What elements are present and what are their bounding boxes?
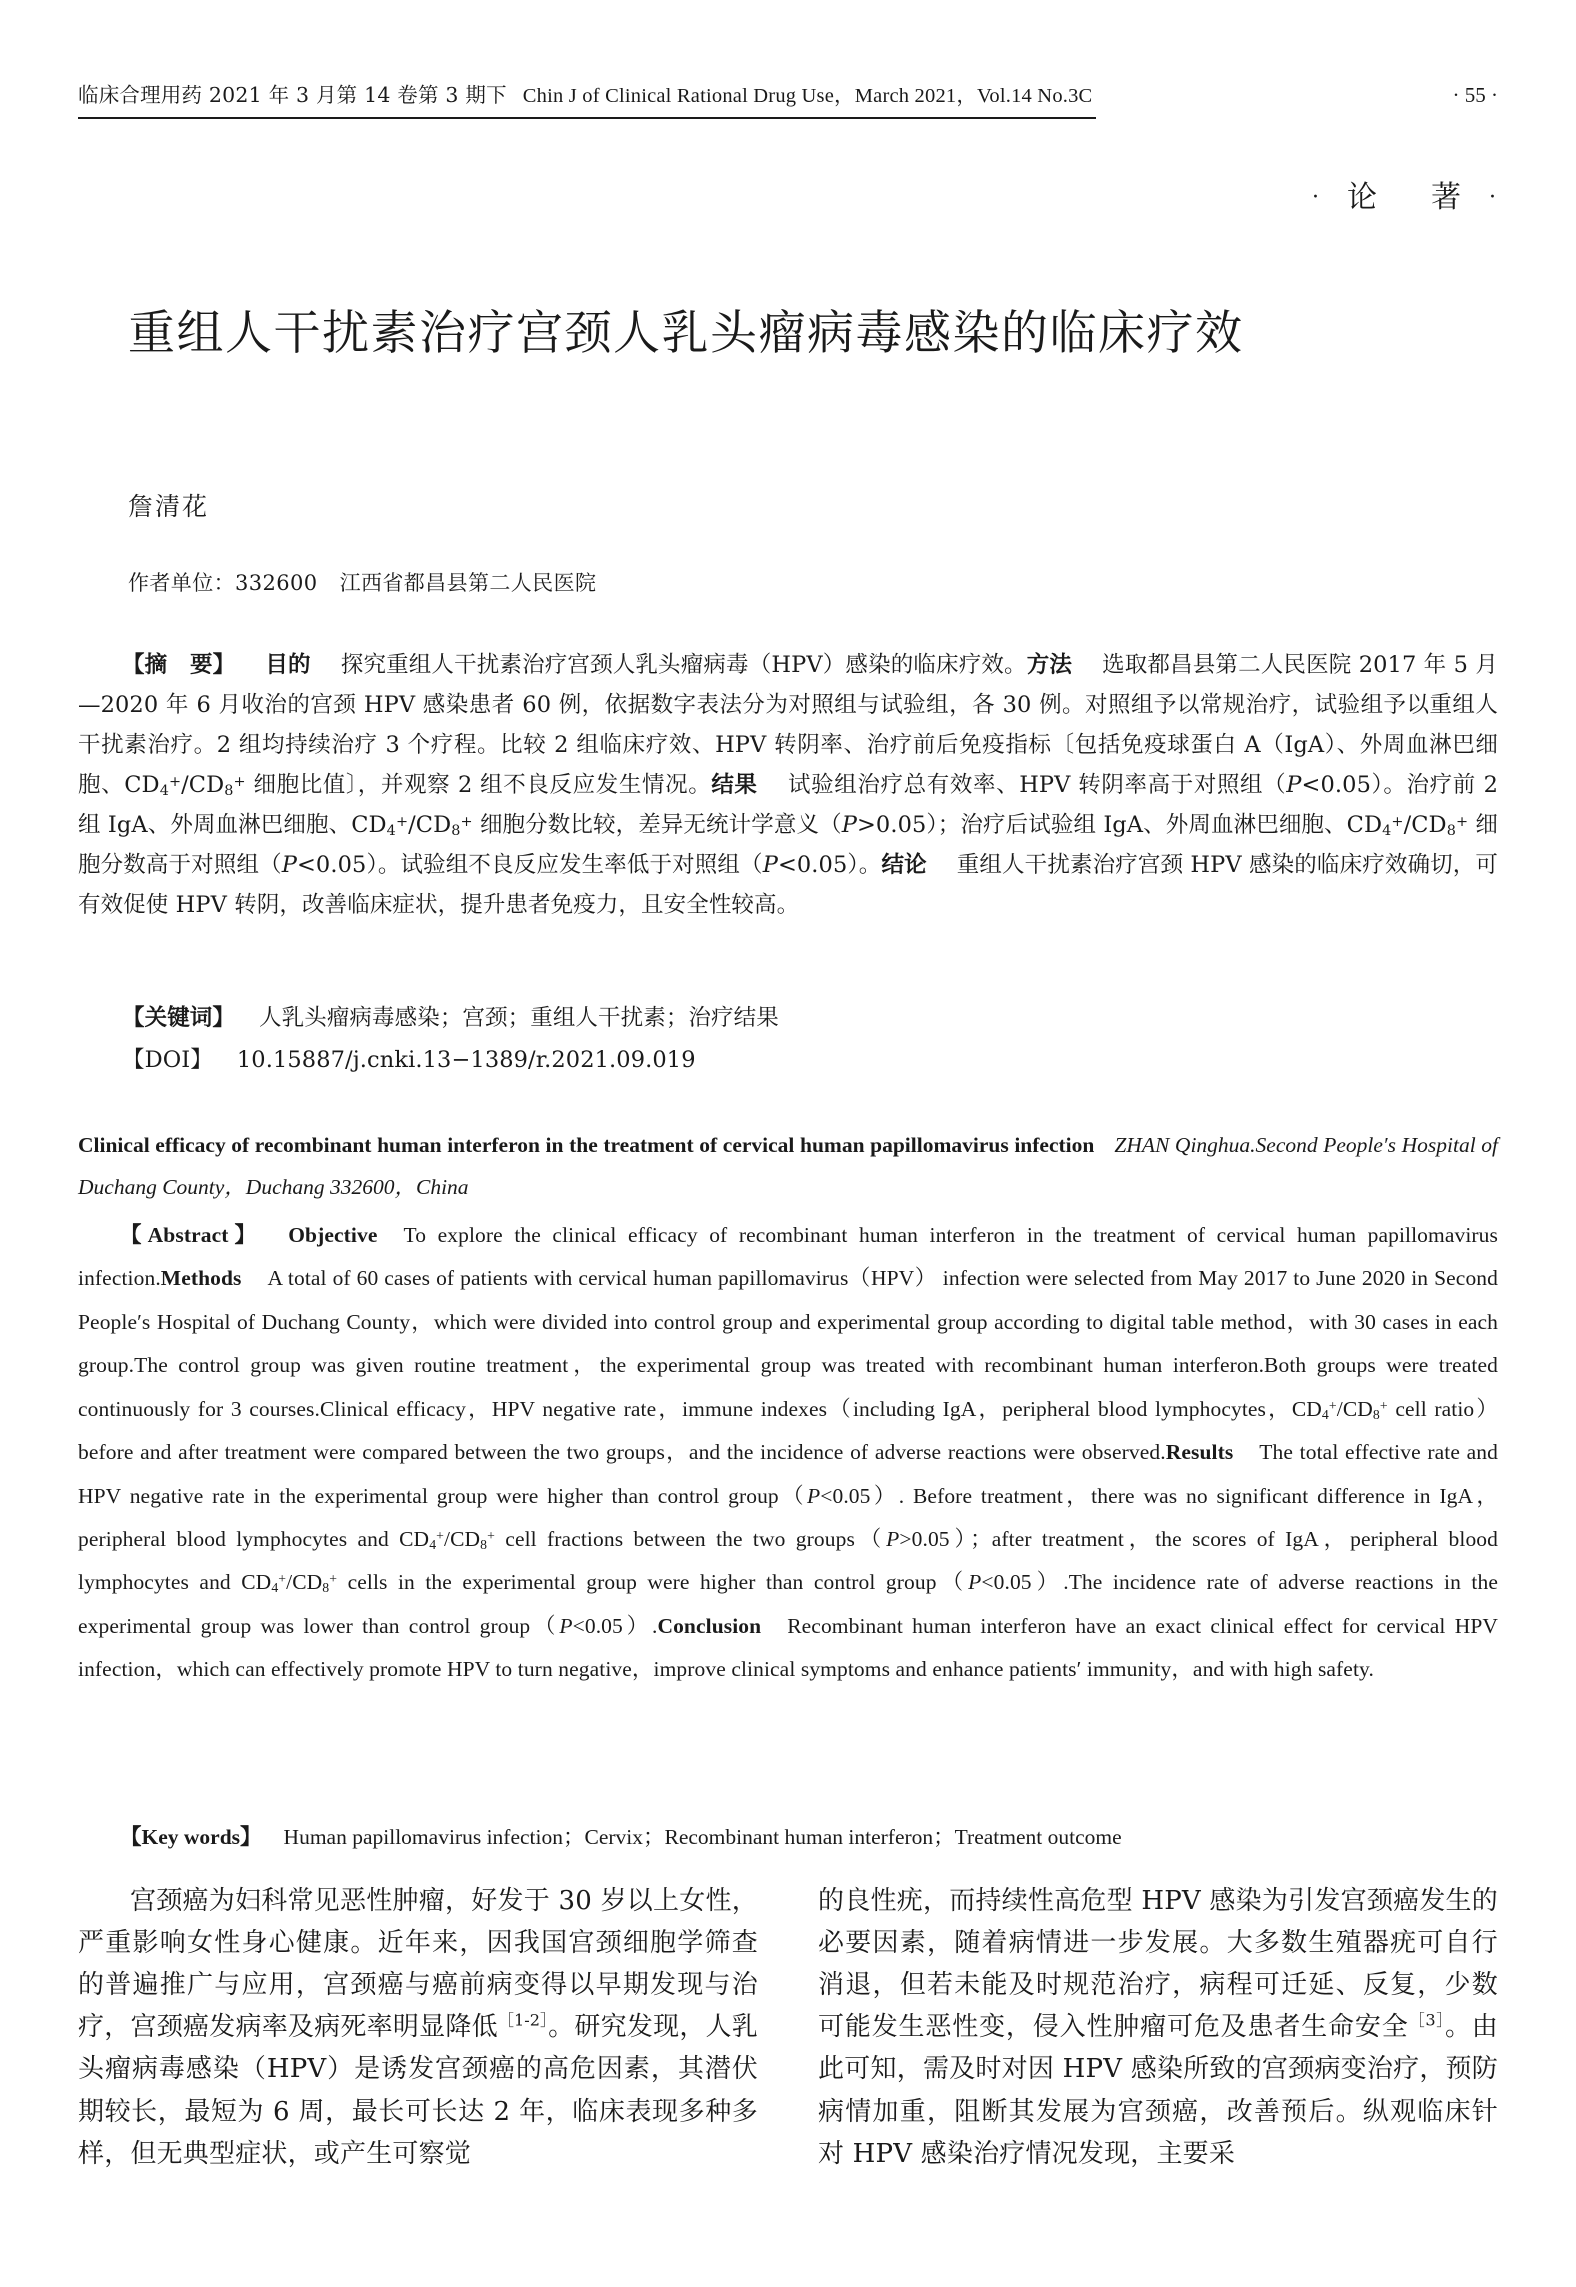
cn-methods-label: 方法: [1026, 652, 1073, 678]
cd8-subscript: 8: [224, 783, 234, 800]
cd8-subscript-2: 8: [451, 823, 461, 840]
doi-label: 【DOI】: [122, 1047, 213, 1073]
en-cd-mid-3: /CD: [286, 1570, 323, 1595]
cn-conclusion-label: 结论: [881, 852, 927, 879]
cd4-subscript-3: 4: [1382, 823, 1392, 840]
en-cd4-subscript-3: 4: [271, 1580, 279, 1596]
en-cd8-superscript-2: +: [487, 1528, 496, 1544]
en-cd4-subscript-2: 4: [429, 1536, 437, 1552]
cd-mid-3: /CD: [1403, 812, 1447, 839]
cn-results-label: 结果: [711, 772, 758, 799]
english-title: Clinical efficacy of recombinant human interferon in the treatment of cervical human papillomavirus infection: [78, 1133, 1095, 1157]
en-results-label: Results: [1165, 1440, 1234, 1465]
cd4-superscript: +: [168, 774, 182, 791]
en-p-italic-4: P: [559, 1613, 573, 1638]
en-cd4-superscript-2: +: [436, 1528, 445, 1544]
chinese-abstract: [78, 645, 1498, 925]
cn-methods-text-2: 细胞比值〕，并观察 2 组不良反应发生情况。: [245, 772, 712, 799]
en-cd-mid-2: /CD: [444, 1526, 481, 1551]
right-para-text-b: 。由此可知，需及时对因 HPV 感染所致的宫颈病变治疗，预防病情加重，阻断其发展为宫颈癌，改善预后。纵观临床针对 HPV 感染治疗情况发现，主要采: [818, 2012, 1498, 2169]
en-results-text-3: cell fractions between the two groups（: [495, 1526, 887, 1551]
en-keywords-label: 【Key words】: [120, 1825, 262, 1849]
cd8-superscript-3: +: [1455, 814, 1469, 831]
cn-keywords-label: 【关键词】: [122, 1005, 236, 1031]
body-paragraph: [818, 1880, 1498, 2175]
cd-mid-2: /CD: [408, 812, 452, 839]
article-type-label-a: 论: [1347, 180, 1379, 215]
running-head-text: [78, 78, 1096, 119]
en-results-text-5: cells in the experimental group were higher than control group（: [337, 1570, 969, 1595]
cd8-superscript-2: +: [460, 814, 473, 831]
en-cd-mid-1: /CD: [1336, 1396, 1373, 1421]
body-paragraph: [78, 1880, 758, 2175]
left-para-text-a: 宫颈癌为妇科常见恶性肿瘤，好发于 30 岁以上女性，严重影响女性身心健康。近年来，因我国宫颈细胞学筛查的普遍推广与应用，宫颈癌与癌前病变得以早期发现与治疗，宫颈癌发病率及病死率明显降低: [78, 1886, 758, 2043]
p-italic-3: P: [281, 852, 297, 879]
doi-value: 10.15887/j.cnki.13−1389/r.2021.09.019: [236, 1047, 696, 1073]
en-cd8-superscript: +: [1379, 1397, 1388, 1413]
citation-ref-1: ［1-2］: [497, 2010, 549, 2030]
page-number: · 55 ·: [1452, 83, 1498, 107]
article-type-label-b: 著: [1431, 180, 1463, 215]
left-para-text-b: 。研究发现，人乳头瘤病毒感染（HPV）是诱发宫颈癌的高危因素，其潜伏期较长，最短为 6 周，最长可长达 2 年，临床表现多种多样，但无典型症状，或产生可察觉: [78, 2012, 759, 2169]
p-italic-2: P: [841, 812, 857, 839]
en-conclusion-text: Recombinant human interferon have an exact clinical effect for cervical HPV infection，which can effectively promote HPV to turn negative，improve clinical symptoms and enhance patients′ immunity，and with high safety.: [78, 1613, 1499, 1682]
english-affiliation: Second People′s Hospital of Duchang County，Duchang 332600，China: [78, 1133, 1498, 1199]
cn-results-text-5: 细胞分数高于对照组（: [78, 812, 1499, 879]
cn-objective-text: 探究重组人干扰素治疗宫颈人乳头瘤病毒（HPV）感染的临床疗效。: [340, 652, 1027, 678]
citation-ref-3: ［3］: [1408, 2010, 1445, 2030]
affiliation-zip: 332600: [235, 571, 318, 595]
p-italic-1: P: [1286, 772, 1302, 799]
p-italic-4: P: [762, 852, 778, 879]
en-results-text-1: The total effective rate and HPV negative rate in the experimental group were higher than control group（: [78, 1440, 1499, 1508]
doi-line: [78, 1042, 696, 1074]
chinese-keywords: [78, 1000, 779, 1032]
en-p-italic-1: P: [807, 1483, 821, 1508]
cn-results-text-2: <0.05）。治疗前 2 组 IgA、外周血淋巴细胞、CD: [78, 772, 1499, 839]
running-head: [78, 78, 1498, 119]
english-author: ZHAN Qinghua.: [1114, 1133, 1256, 1157]
en-cd4-superscript: +: [1328, 1397, 1337, 1413]
running-head-journal-cn: 临床合理用药 2021 年 3 月第 14 卷第 3 期下: [78, 83, 507, 107]
affiliation-label: 作者单位：: [128, 571, 235, 595]
en-results-text-7: <0.05）.: [572, 1613, 658, 1638]
en-conclusion-label: Conclusion: [657, 1613, 762, 1638]
bullet-left-icon: ·: [1312, 185, 1321, 210]
en-methods-text-2: cell ratio） before and after treatment were compared between the two groups，and the incidence of adverse reactions were observed.: [78, 1396, 1498, 1465]
en-objective-text: To explore the clinical efficacy of recombinant human interferon in the treatment of cervical human papillomavirus infection.: [78, 1223, 1498, 1291]
cn-results-text-3: 细胞分数比较，差异无统计学意义（: [472, 812, 842, 839]
en-objective-label: Objective: [288, 1223, 378, 1247]
cn-objective-label: 目的: [265, 652, 311, 678]
en-results-text-2: <0.05）. Before treatment，there was no significant difference in IgA，peripheral blood lymphocytes and CD: [78, 1483, 1498, 1551]
en-results-text-4: >0.05）；after treatment，the scores of IgA，peripheral blood lymphocytes and CD: [78, 1526, 1499, 1595]
en-methods-label: Methods: [160, 1266, 242, 1291]
cd-mid-1: /CD: [181, 772, 225, 799]
en-keywords-text: Human papillomavirus infection；Cervix；Recombinant human interferon；Treatment outcome: [283, 1825, 1122, 1849]
affiliation-org: 江西省都昌县第二人民医院: [339, 571, 597, 595]
en-cd8-subscript-2: 8: [480, 1536, 488, 1552]
right-para-text-a: 的良性疣，而持续性高危型 HPV 感染为引发宫颈癌发生的必要因素，随着病情进一步发展。大多数生殖器疣可自行消退，但若未能及时规范治疗，病程可迁延、反复，少数可能发生恶性变，侵入性肿瘤可危及患者生命安全: [818, 1886, 1498, 2043]
en-p-italic-3: P: [968, 1570, 982, 1595]
cn-methods-text-1: 选取都昌县第二人民医院 2017 年 5 月—2020 年 6 月收治的宫颈 HPV 感染患者 60 例，依据数字表法分为对照组与试验组，各 30 例。对照组予以常规治疗，试验组予以重组人干扰素治疗。2 组均持续治疗 3 个疗程。比较 2 组临床疗效、HPV 转阴率、治疗前后免疫指标〔包括免疫球蛋白 A（IgA）、外周血淋巴细胞、CD: [78, 652, 1498, 799]
cd8-superscript: +: [233, 774, 246, 791]
cn-conclusion-text: 重组人干扰素治疗宫颈 HPV 感染的临床疗效确切，可有效促使 HPV 转阴，改善临床症状，提升患者免疫力，且安全性较高。: [78, 852, 1498, 919]
english-abstract: [78, 1214, 1498, 1692]
running-head-journal-en: Chin J of Clinical Rational Drug Use，March 2021，Vol.14 No.3C: [522, 85, 1093, 107]
body-column-right: [818, 1880, 1498, 2280]
bullet-right-icon: ·: [1489, 185, 1498, 210]
en-p-italic-2: P: [886, 1526, 900, 1551]
en-abstract-label: 【Abstract】: [120, 1223, 263, 1247]
page-title: 重组人干扰素治疗宫颈人乳头瘤病毒感染的临床疗效: [128, 306, 1244, 362]
cd4-superscript-2: +: [395, 814, 409, 831]
en-methods-text-1: A total of 60 cases of patients with cervical human papillomavirus（HPV） infection were selected from May 2017 to June 2020 in Second People′s Hospital of Duchang County，which were divided into control group and experimental group according to digital table method，with 30 cases in each group.The control group was given routine treatment，the experimental group was treated with recombinant human interferon.Both groups were treated continuously for 3 courses.Clinical efficacy，HPV negative rate，immune indexes（including IgA，peripheral blood lymphocytes，CD: [78, 1266, 1498, 1421]
cn-results-text-1: 试验组治疗总有效率、HPV 转阴率高于对照组（: [787, 772, 1287, 799]
en-cd4-superscript-3: +: [278, 1571, 287, 1587]
cd4-superscript-3: +: [1391, 814, 1404, 831]
cd4-subscript: 4: [159, 783, 169, 800]
english-keywords: [78, 1820, 1498, 1851]
en-cd4-subscript: 4: [1321, 1406, 1329, 1422]
cn-results-text-4: >0.05）；治疗后试验组 IgA、外周血淋巴细胞、CD: [856, 812, 1383, 839]
cn-results-text-6: <0.05）。试验组不良反应发生率低于对照组（: [296, 852, 763, 879]
author-name: 詹清花: [128, 492, 210, 521]
english-title-block: [78, 1125, 1498, 1209]
cd8-subscript-3: 8: [1446, 823, 1456, 840]
cn-keywords-text: 人乳头瘤病毒感染；宫颈；重组人干扰素；治疗结果: [259, 1005, 779, 1031]
body-column-left: [78, 1880, 758, 2280]
en-cd8-subscript: 8: [1372, 1406, 1380, 1422]
cn-abstract-label: 【摘 要】: [122, 652, 236, 678]
cd4-subscript-2: 4: [386, 823, 396, 840]
article-type-marker: [1312, 172, 1498, 216]
cn-results-text-7: <0.05）。: [777, 852, 882, 879]
en-cd8-superscript-3: +: [329, 1571, 338, 1587]
author-affiliation: [128, 567, 596, 597]
en-cd8-subscript-3: 8: [322, 1580, 330, 1596]
body-columns: [78, 1880, 1498, 2280]
en-results-text-6: <0.05）.The incidence rate of adverse reactions in the experimental group was lower than control group（: [78, 1570, 1498, 1638]
